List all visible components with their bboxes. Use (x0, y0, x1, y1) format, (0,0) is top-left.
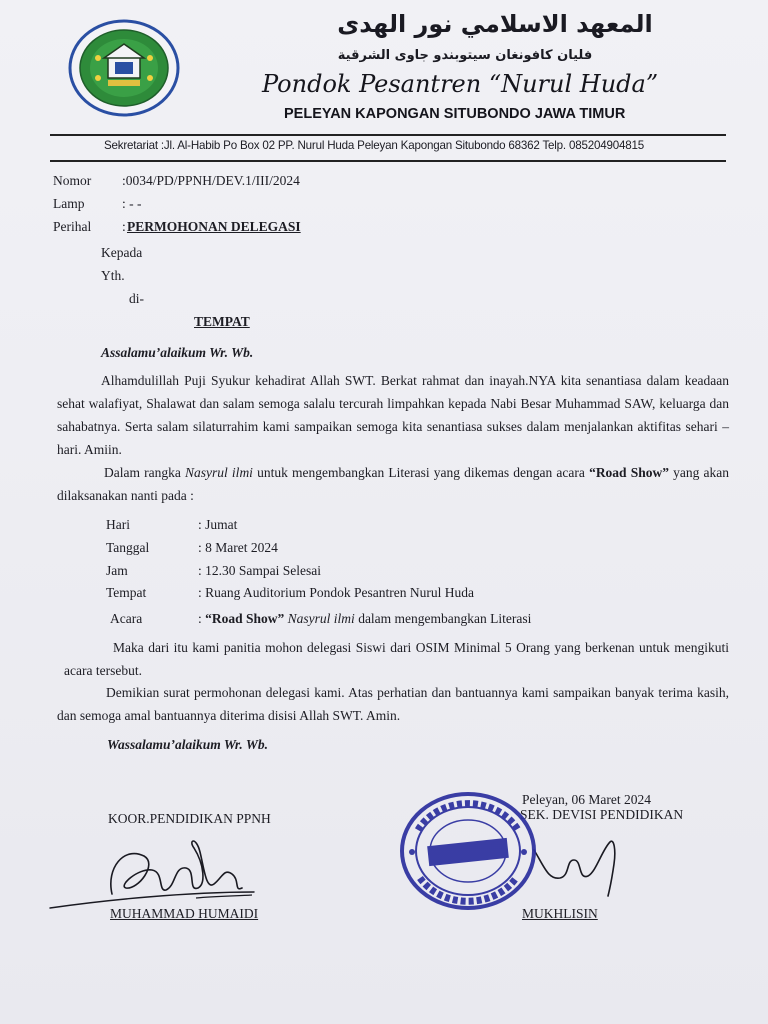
acara-italic: Nasyrul ilmi (287, 611, 355, 626)
institution-name: Pondok Pesantren “Nurul Huda” (262, 70, 659, 98)
official-stamp (398, 790, 538, 912)
right-signature-mark (530, 830, 630, 900)
schedule-label: Tempat (106, 585, 147, 600)
perihal-colon: : (122, 219, 126, 234)
p2-bold: “Road Show” (589, 465, 669, 480)
di-label: di- (129, 291, 144, 306)
yth-label: Yth. (101, 268, 125, 283)
schedule-label: Tanggal (106, 540, 150, 555)
tempat-heading: TEMPAT (194, 314, 250, 329)
acara-value (198, 611, 531, 627)
paragraph-request: Maka dari itu kami panitia mohon delegasi Siswi dari OSIM Minimal 5 Orang yang berkenan untuk mengikuti acara tersebut. (64, 640, 729, 678)
left-signer-name: MUHAMMAD HUMAIDI (110, 906, 259, 921)
left-signer-title: KOOR.PENDIDIKAN PPNH (108, 811, 271, 826)
header-rule-top (50, 134, 726, 136)
institution-location: PELEYAN KAPONGAN SITUBONDO JAWA TIMUR (284, 106, 626, 122)
right-signer-name: MUKHLISIN (522, 906, 598, 921)
lamp-value: : - - (122, 196, 142, 211)
perihal-value: PERMOHONAN DELEGASI (127, 219, 301, 234)
lamp-label: Lamp (53, 196, 85, 211)
schedule-value: : 8 Maret 2024 (198, 540, 278, 555)
right-signer-title: SEK. DEVISI PENDIDIKAN (520, 807, 684, 822)
paragraph-opening: Alhamdulillah Puji Syukur kehadirat Allah SWT. Berkat rahmat dan inayah.NYA kita senantiasa dalam keadaan sehat walafiyat, Shalawat dan salam semoga salalu tercurah limpahkan kepada Nabi Besar Muhammad SAW, keluarga dan sahabatnya. Serta salam silaturrahim kami sampaikan semoga kita senantiasa sukses dalam menjalankan aktifitas sehari – hari. Amiin. (57, 373, 729, 457)
opening-greeting: Assalamu’alaikum Wr. Wb. (101, 345, 254, 360)
p2-text-b: untuk mengembangkan Literasi yang dikemas dengan acara (257, 465, 585, 480)
place-date: Peleyan, 06 Maret 2024 (522, 792, 651, 807)
schedule-label: Hari (106, 517, 130, 532)
acara-rest: dalam mengembangkan Literasi (358, 611, 532, 626)
perihal-label: Perihal (53, 219, 92, 234)
arabic-title: المعهد الاسلامي نور الهدى (337, 10, 653, 38)
kepada-label: Kepada (101, 245, 143, 260)
header-rule-bottom (50, 160, 726, 162)
schedule-value: : Jumat (198, 517, 238, 532)
p2-text-c: yang akan dilaksanakan nanti pada : (57, 465, 730, 503)
acara-bold: “Road Show” (205, 611, 285, 626)
schedule-value: : 12.30 Sampai Selesai (198, 563, 321, 578)
nomor-label: Nomor (53, 173, 92, 188)
arabic-address: فليان كافونغان سيتوبندو جاوى الشرقية (337, 48, 593, 63)
p2-italic: Nasyrul ilmi (185, 465, 253, 480)
secretariat-address: Sekretariat :Jl. Al-Habib Po Box 02 PP. Nurul Huda Peleyan Kapongan Situbondo 68362 Telp. 085204904815 (104, 139, 644, 152)
p2-text-a: Dalam rangka (104, 465, 181, 480)
paragraph-event-intro (57, 461, 729, 507)
closing-greeting: Wassalamu’alaikum Wr. Wb. (107, 737, 269, 752)
schedule-label: Jam (106, 563, 128, 578)
nomor-value: :0034/PD/PPNH/DEV.1/III/2024 (122, 173, 300, 188)
institution-logo (68, 18, 180, 118)
acara-prefix: : (198, 611, 202, 626)
acara-label: Acara (110, 611, 143, 626)
schedule-value: : Ruang Auditorium Pondok Pesantren Nurul Huda (198, 585, 474, 600)
paragraph-closing: Demikian surat permohonan delegasi kami. Atas perhatian dan bantuannya kami sampaikan banyak terima kasih, dan semoga amal bantuannya diterima disisi Allah SWT. Amin. (57, 685, 729, 723)
